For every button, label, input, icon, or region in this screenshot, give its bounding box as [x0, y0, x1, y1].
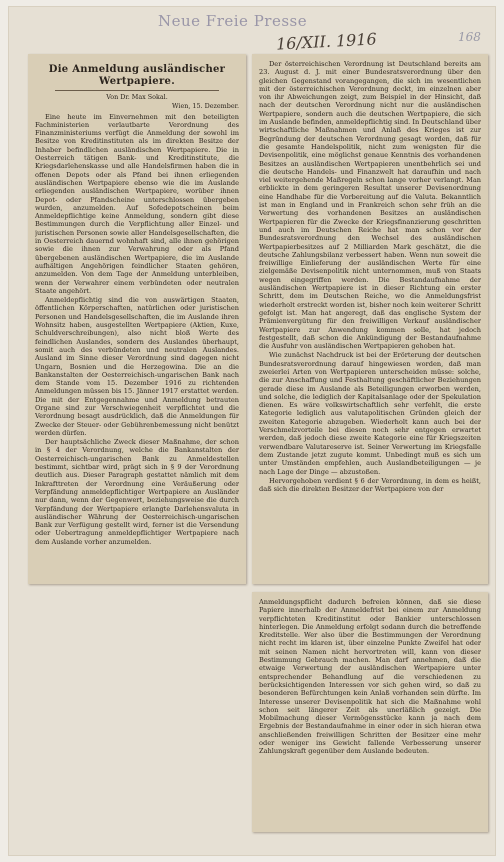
paragraph: Hervorgehoben verdient § 6 der Verordnung, in dem es heißt, daß sich die direkten Besitzer der Wertpapiere von der	[259, 476, 481, 494]
article-dateline: Wien, 15. Dezember.	[171, 102, 239, 111]
article-headline: Die Anmeldung ausländischer Wertpapiere.	[48, 64, 226, 87]
handwritten-date: 16/XII. 1916	[275, 29, 378, 54]
headline-rule	[55, 90, 219, 91]
paragraph: Anmeldepflichtig sind die von auswärtigen Staaten, öffentlichen Körperschaften, natürlichen oder juristischen Personen und Handelsgesellschaften, die im Auslande ihren Wohnsitz haben, ausgestellten Wertpapiere (Aktien, Kuxe, Schuldverschreibungen), also nicht bloß Werte des feindlichen Auslandes, sondern des Auslandes überhaupt, somit auch des verbündeten und neutralen Auslandes. Ausland im Sinne dieser Verordnung sind dagegen nicht Ungarn, Bosnien und die Herzegowina. Die an die Bankanstalten der Oesterreichisch-ungarischen Bank nach dem Stande vom 15. Dezember 1916 zu richtenden Anmeldungen müssen bis 15. Jänner 1917 erstattet werden. Die mit der Entgegennahme und Anmeldung betrauten Organe sind zur Verschwiegenheit verpflichtet und die Verordnung besagt ausdrücklich, daß die Anmeldungen für Zwecke der Steuer- oder Gebührenbemessung nicht benützt werden dürfen.	[35, 296, 239, 437]
paragraph: Anmeldungspflicht dadurch befreien können, daß sie diese Papiere innerhalb der Anmeldefrist bei einem zur Anmeldung verpflichteten Kreditinstitut oder Bankier unterschlossen hinterlegen. Die Anmeldung erfolgt sodann durch die betreffende Kreditstelle. Wer also über die Bestimmungen der Verordnung nicht recht im klaren ist, über einzelne Punkte Zweifel hat oder mit seinen Namen nicht hervortreten will, kann von dieser Bestimmung Gebrauch machen. Man darf annehmen, daß die etwaige Verwertung der ausländischen Wertpapiere unter entsprechender Behandlung auf die verschiedenen zu berücksichtigenden Interessen vor sich gehen wird, so daß zu besonderen Befürchtungen kein Anlaß vorhanden sein dürfte. Im Interesse unserer Devisenpolitik hat sich die Maßnahme wohl schon seit längerer Zeit als unerläßlich gezeigt. Die Mobilmachung dieser Vermögensstücke kann ja nach dem Ergebnis der Bestandaufnahme in einer oder in sich hieran etwa anschließenden freiwilligen Schritten der Besitzer eine mehr oder weniger ins Gewicht fallende Verbesserung unserer Zahlungskraft gegenüber dem Auslande bedeuten.	[259, 598, 481, 756]
paragraph: Wie zunächst Nachdruck ist bei der Erörterung der deutschen Bundesratsverordnung darauf hingewiesen worden, daß man zweierlei Arten von Wertpapieren unterscheiden müsse: solche, die zur Anschaffung und Festhaltung geschäftlicher Beziehungen gerade diese im Auslande als Beteiligungen erworben werden, und solche, die lediglich der Kapitalsanlage oder der Spekulation dienen. Es wäre volkswirtschaftlich sehr verfehlt, die erste Kategorie lediglich aus valutapolitischen Gründen gleich der zweiten Kategorie abzugeben. Wiederholt kann auch bei der Verschmelzvorteile bei diesen noch sehr entgegen erwartet werden, daß jedoch diese zweite Kategorie eine für Kriegszeiten verwendbare Valutareserve ist. Seiner Verwertung im Kriegsfalle dem Zustande jetzt zugute kommt. Unbedingt muß es sich um unter Umständen empfehlen, auch Auslandbeteiligungen — je nach Lage der Dinge — abzustoßen.	[259, 351, 481, 476]
clipping-left-column	[28, 54, 246, 584]
paragraph: Der hauptsächliche Zweck dieser Maßnahme, der schon in § 4 der Verordnung, welche die Bankanstalten der Oesterreichisch-ungarischen Bank zu Anmeldestellen bestimmt, sichtbar wird, prägt sich in § 9 der Verordnung deutlich aus. Dieser Paragraph gestattet nämlich mit dem Inkrafttreten der Verordnung eine Veräußerung oder Verpfändung anmeldepflichtiger Wertpapiere an Ausländer nur dann, wenn der Gegenwert, beziehungsweise die durch Verpfändung der Wertpapiere erlangte Darlehensvaluta in ausländischer Währung der Oesterreichisch-ungarischen Bank zur Verfügung gestellt wird, ferner ist die Versendung oder Uebertragung anmeldepflichtiger Wertpapiere nach dem Auslande vorher anzumelden.	[35, 438, 239, 546]
clipping-continuation	[252, 592, 488, 832]
handwritten-page-number: 168	[458, 30, 481, 44]
continuation-text	[259, 598, 481, 826]
paragraph: Der österreichischen Verordnung ist Deutschland bereits am 23. August d. J. mit einer Bundesratsverordnung über den gleichen Gegenstand vorangegangen, die sich im wesentlichen mit der österreichischen Verordnung deckt, im einzelnen aber von ihr Abweichungen zeigt, zum Beispiel in der Hinsicht, daß nach der deutschen Verordnung nicht nur die ausländischen Wertpapiere, sondern auch die deutschen Wertpapiere, die sich im Auslande befinden, anmeldepflichtig sind. In Deutschland über wirtschaftliche Maßnahmen und Anlaß des Krieges ist zur Begründung der deutschen Verordnung gesagt worden, daß für die gesamte Handelspolitik, nicht zum wenigsten für die Devisenpolitik, eine möglichst genaue Kenntnis des vorhandenen Besitzes an ausländischen Wertpapieren unentbehrlich sei und die deutsche Handels- und Finanzwelt hat daraufhin und nach viel weitergehende Maßregeln schon lange vorher verlangt. Man erblickte in dem geringeren Resultat unserer Devisenordnung eine Handhabe für die Vorbereitung auf die Valuta. Bekanntlich ist man in England und in Frankreich schon sehr früh an die Verwertung des vorhandenen Besitzes an ausländischen Wertpapieren für die Zwecke der Kriegsfinanzierung geschritten und auch im Deutschen Reiche hat man schon vor der Bundesratsverordnung den Wechsel des ausländischen Wertpapierbesitzes auf 2 Milliarden Mark geschätzt, die die deutsche Zahlungsbilanz verbessert haben. Wenn nun soweit die freiwillige Einlieferung der ausländischen Werte für eine zielgemäße Devisenpolitik nicht unternommen, muß von Staats wegen eingegriffen werden. Die Bestandaufnahme der ausländischen Wertpapiere ist in dieser Richtung ein erster Schritt, dem im Deutschen Reiche, wo die Anmeldungsfrist wiederholt erstreckt worden ist, bisher noch kein weiterer Schritt gefolgt ist. Man hat angeregt, daß das englische System der Prämienvergütung für den freiwilligen Verkauf ausländischer Wertpapiere zur Anwendung kommen solle, hat jedoch festgestellt, daß schon die Ankündigung der Bestandaufnahme die Ausfuhr von ausländischen Wertpapieren gehoben hat.	[259, 60, 481, 351]
paragraph: Eine heute im Einvernehmen mit den beteiligten Fachministerien verlautbarte Verordnung des Finanzministeriums verfügt die Anmeldung der sowohl im Besitze von Kreditinstituten als im direkten Besitze der Inhaber befindlichen ausländischen Wertpapiere. Die in Oesterreich tätigen Bank- und Kreditinstitute, die Kriegsdarlehenskasse und alle Handelsfirmen haben die in offenen Depots oder als Pfand bei ihnen erliegenden ausländischen Wertpapiere ebenso wie die im Auslande erliegenden ausländischen Wertpapiere, worüber ihnen Depot- oder Pfandscheine unterschlossen übergeben wurden, anzumelden. Auf Sofedepotscheinen beim Anmeldepflichtige keine Anmeldung, sondern gibt diese Bestimmungen durch die Verpflichtung aller Einzel- und juristischen Personen sowie aller Handelsgesellschaften, die in Oesterreich dauernd wohnhaft sind, alle ihnen gehörigen sowie die ihnen zur Verwahrung oder als Pfand übergebenen ausländischen Wertpapiere, die im Auslande aufhältigen Angehörigen feindlicher Staaten gehören, anzumelden. Von dem Tage der Anmeldung unterbleiben, wenn der Verwahrer einem verbündeten oder neutralen Staate angehört.	[35, 112, 239, 295]
left-column-text	[35, 58, 239, 580]
clipping-right-column	[252, 54, 488, 584]
right-column-text	[259, 60, 481, 580]
article-byline: Von Dr. Max Sokal.	[106, 93, 168, 101]
archive-sheet	[8, 6, 496, 856]
newspaper-masthead: Neue Freie Presse	[158, 12, 308, 30]
